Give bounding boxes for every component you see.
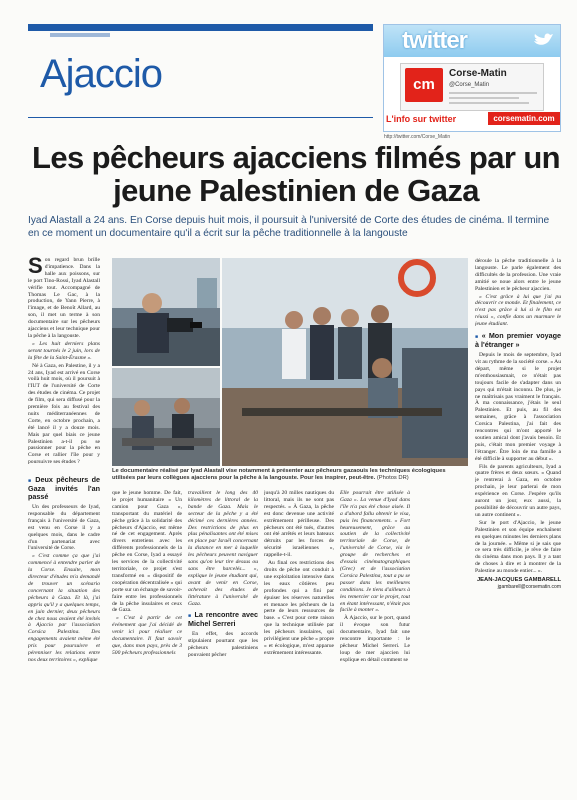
twitter-bio-line bbox=[449, 97, 519, 99]
paragraph: travaillent le long des 40 kilomètres de littoral de la bande de Gaza. Mais le secteur de la pêche y a été décimé ces dernières années. Des restrictions de plus en plus pénalisantes ont été mises en place par Israël concernant la distance en mer à laquelle les pêcheurs peuvent naviguer sans qu'on leur tire dessus ou sans être harcelés... », explique le jeune étudiant qui, avant de venir en Corse, achevait des études de littérature à l'université de Gaza. bbox=[188, 490, 258, 607]
paragraph: « C'est grâce à lui que j'ai pu découvrir ce monde. Et finalement, ce n'est pas grâce à lui si le film est réussi », confie dans un murmure le jeune étudiant. bbox=[475, 293, 561, 328]
twitter-account-name: Corse-Matin bbox=[449, 68, 507, 79]
author-email: jgambarell@corsematin.com bbox=[497, 583, 561, 590]
section-header-sub-bar bbox=[50, 33, 110, 37]
section-city-name: Ajaccio bbox=[40, 52, 162, 96]
paragraph: Depuis le mois de septembre, Iyad vit au rythme de la société corse. « Au départ, même si le projet m'enthousiasmait, ce n'était pas toujours facile de s'adapter dans un pays qui m'était inconnu. De plus, je ne maîtrisais pas vraiment le français. À ma connaissance, j'étais le seul Palestinien. Et puis, au fil des semaines, grâce à l'association Corsica Palestina, j'ai fait des rencontres qui m'ont apporté le soutien amical dont j'avais besoin. Et puis, c'était mon premier voyage à l'étranger. Être loin de ma famille a été difficile à supporter au début ». bbox=[475, 352, 561, 462]
subheading: ■ Deux pêcheurs de Gaza invités l'an passé bbox=[28, 476, 100, 501]
section-header-bar bbox=[28, 24, 373, 31]
article-column-1b bbox=[28, 472, 100, 762]
author-signature: JEAN-JACQUES GAMBARELL bbox=[476, 577, 561, 584]
twitter-logo: twitter bbox=[402, 27, 467, 54]
twitter-bio-line bbox=[449, 102, 529, 104]
photo-cameraman bbox=[112, 258, 220, 366]
twitter-bird-icon bbox=[532, 31, 554, 47]
article-subhead: Iyad Alastall a 24 ans. En Corse depuis huit mois, il poursuit à l'université de Corte des études de cinéma. Il termine en ce moment un documentaire qu'il a écrit sur la pêche traditionnelle à la langouste bbox=[28, 215, 550, 239]
article-headline: Les pêcheurs ajacciens filmés par un jeune Palestinien de Gaza bbox=[31, 140, 561, 208]
article-column-3 bbox=[188, 490, 258, 770]
photo-caption: Le documentaire réalisé par Iyad Alastall vise notamment à présenter aux pêcheurs gazaouis les techniques écologiques utilisées par leurs collègues ajacciens pour la pêche à la langouste. Pour les inspirer, peut-être. (Photos DR) bbox=[112, 468, 446, 481]
article-column-5 bbox=[340, 490, 410, 770]
twitter-url: http://twitter.com/Corse_Matin bbox=[384, 134, 451, 140]
paragraph: En effet, des accords stipulaient pourtant que les pêcheurs palestiniens pouvaient pêcher bbox=[188, 631, 258, 659]
photo-credit: (Photos DR) bbox=[376, 475, 409, 481]
subheading: ■ « Mon premier voyage à l'étranger » bbox=[475, 332, 561, 349]
subheading: ■ La rencontre avec Michel Serreri bbox=[188, 611, 258, 628]
paragraph: jusqu'à 20 milles nautiques du littoral, mais ils ne sont pas respectés. « À Gaza, la pêche est donc devenue une activité extrêmement périlleuse. Des pêcheurs ont été tués, d'autres ont été arrêtés et leurs bateaux détruits par les forces de sécurité israéliennes », rappelle-t-il. bbox=[264, 490, 334, 559]
paragraph: Fils de parents agriculteurs, Iyad a quatre frères et deux sœurs. « Quand je rentrerai à Gaza, en octobre prochain, je leur parlerai de mon expérience en Corse. J'espère qu'ils auront un jour, eux aussi, la possibilité de découvrir un autre pays, un autre continent ». bbox=[475, 463, 561, 518]
corsematin-website-badge: corsematin.com bbox=[488, 112, 560, 125]
dropcap: S bbox=[28, 257, 43, 278]
article-column-4 bbox=[264, 490, 334, 770]
paragraph: « Les huit derniers plans seront tournés le 2 juin, lors de la fête de la Saint-Érasme ». bbox=[28, 340, 100, 361]
twitter-bio-line bbox=[449, 92, 537, 94]
twitter-account-card bbox=[400, 63, 544, 111]
paragraph: Au final ces restrictions des droits de pêche ont conduit à une exploitation intensive dans les eaux côtières peu profondes qui a fini par épuiser les réserves naturelles et menace les pêcheurs de la perte de leurs ressources de base. « C'est pour cette raison que la technique utilisée par les pêcheurs insulaires, qui privilégient une pêche « propre » et écologique, m'est apparue extrêmement intéressante. bbox=[264, 560, 334, 656]
photo-fishermen-group bbox=[222, 258, 468, 466]
twitter-banner bbox=[384, 25, 560, 57]
paragraph: Né à Gaza, en Palestine, il y a 24 ans, Iyad est arrivé en Corse voilà huit mois, où il poursuit à l'IUT de l'université de Corte des études de cinéma. Ce projet de film, qui sera diffusé pour la première fois au festival des nuits méditerranéennes de Corte, en octobre prochain, a été lancé il y a douze mois. Mais par quel biais ce jeune Palestinien a-t-il pu se passionner pour la pêche en Corse et rallier l'île pour y poursuivre ses études ? bbox=[28, 362, 100, 466]
paragraph: À Ajaccio, sur le port, quand il évoque son futur documentaire, Iyad fait une rencontre importante : le pêcheur Michel Serreri. Le loup de mer ajaccien lui explique en détail comment se bbox=[340, 615, 410, 663]
paragraph: Elle pourrait être utilisée à Gaza ». La venue d'Iyad dans l'île n'a pas été chose aisée. Il a d'abord fallu obtenir le visa, puis les financements. « Fort heureusement, grâce au soutien de la collectivité territoriale de Corse, de l'université de Corse, via le groupe de recherches et d'essais cinématographiques (Grec) et de l'association Corsica Palestina, tout a pu se passer dans les meilleures conditions. Je tiens d'ailleurs à les remercier car le projet, tout en étant intéressant, n'était pas facile à monter ». bbox=[340, 490, 410, 614]
paragraph: que le jeune homme. De fait, le projet humanitaire « Un camion pour Gaza », transportant du matériel de pêche grâce à la solidarité des pêcheurs d'Ajaccio, est même né de cet engagement. Après divers entretiens avec les différents professionnels de la pêche en Corse, Iyad a essayé les services de la collectivité territoriale, ce projet s'est transformé en « dispositif de coopération décentralisée » qui porte sur un échange de savoir-faire entre les professionnels de la pêche insulaires et ceux de Gaza. bbox=[112, 490, 182, 614]
article-column-2 bbox=[112, 490, 182, 770]
corse-matin-logo: cm bbox=[405, 68, 443, 102]
article-column-6 bbox=[475, 258, 561, 770]
twitter-account-handle: @Corse_Matin bbox=[449, 82, 490, 88]
twitter-promo-box bbox=[383, 24, 561, 132]
twitter-footer-tagline: L'info sur twitter bbox=[386, 114, 457, 124]
header-divider bbox=[28, 117, 373, 118]
paragraph: « C'est comme ça que j'ai commencé à entendre parler de la Corse. Ensuite, mon directeur d'études m'a demandé de trouver un scénario concernant la situation des pêcheurs à Gaza. Et là, j'ai appris qu'il y a quelques temps, en juin dernier, deux pêcheurs de chez nous avaient été invités à Ajaccio par l'association Corsica Palestina. Des engagements avaient même été pris pour poursuivre et pérenniser les relations entre nos deux territoires », explique bbox=[28, 553, 100, 663]
paragraph: Sur le port d'Ajaccio, le jeune Palestinien et son équipe enchaînent en quelques minutes les derniers plans de la journée. « Même si je sais que ce sera très difficile, je rêve de faire du cinéma dans mon pays. Il y a tant de choses à dire et à montrer de la Palestine au monde entier... ». bbox=[475, 519, 561, 575]
paragraph: déroule la pêche traditionnelle à la langouste. Le parle également des difficultés de la profession. Une vraie amitié se noue alors entre le jeune Palestinien et le pêcheur ajaccien. bbox=[475, 258, 561, 292]
paragraph: « C'est à partir de cet événement que j'ai décidé de venir ici pour réaliser ce documentaire. Il faut savoir que, dans mon pays, près de 3 500 pêcheurs professionnels bbox=[112, 615, 182, 656]
paragraph: Un des professeurs de Iyad, responsable du département français à l'université de Gaza, est venu en Corse il y a quelques mois, dans le cadre d'un partenariat avec l'université de Corse. bbox=[28, 504, 100, 552]
paragraph: Son regard brun brille d'impatience. Dans la halle aux poissons, sur le port Tino-Rossi, Iyad Alastall vérifie tout. Accompagné de Thomas Le Gac, à la production, de Yann Pierre, à l'image, et de Benoît Allard, au son, il met un terme à son documentaire sur les pêcheurs ajacciens et leur technique pour la pêche à la langouste. bbox=[28, 257, 100, 339]
photo-film-crew bbox=[112, 368, 220, 466]
